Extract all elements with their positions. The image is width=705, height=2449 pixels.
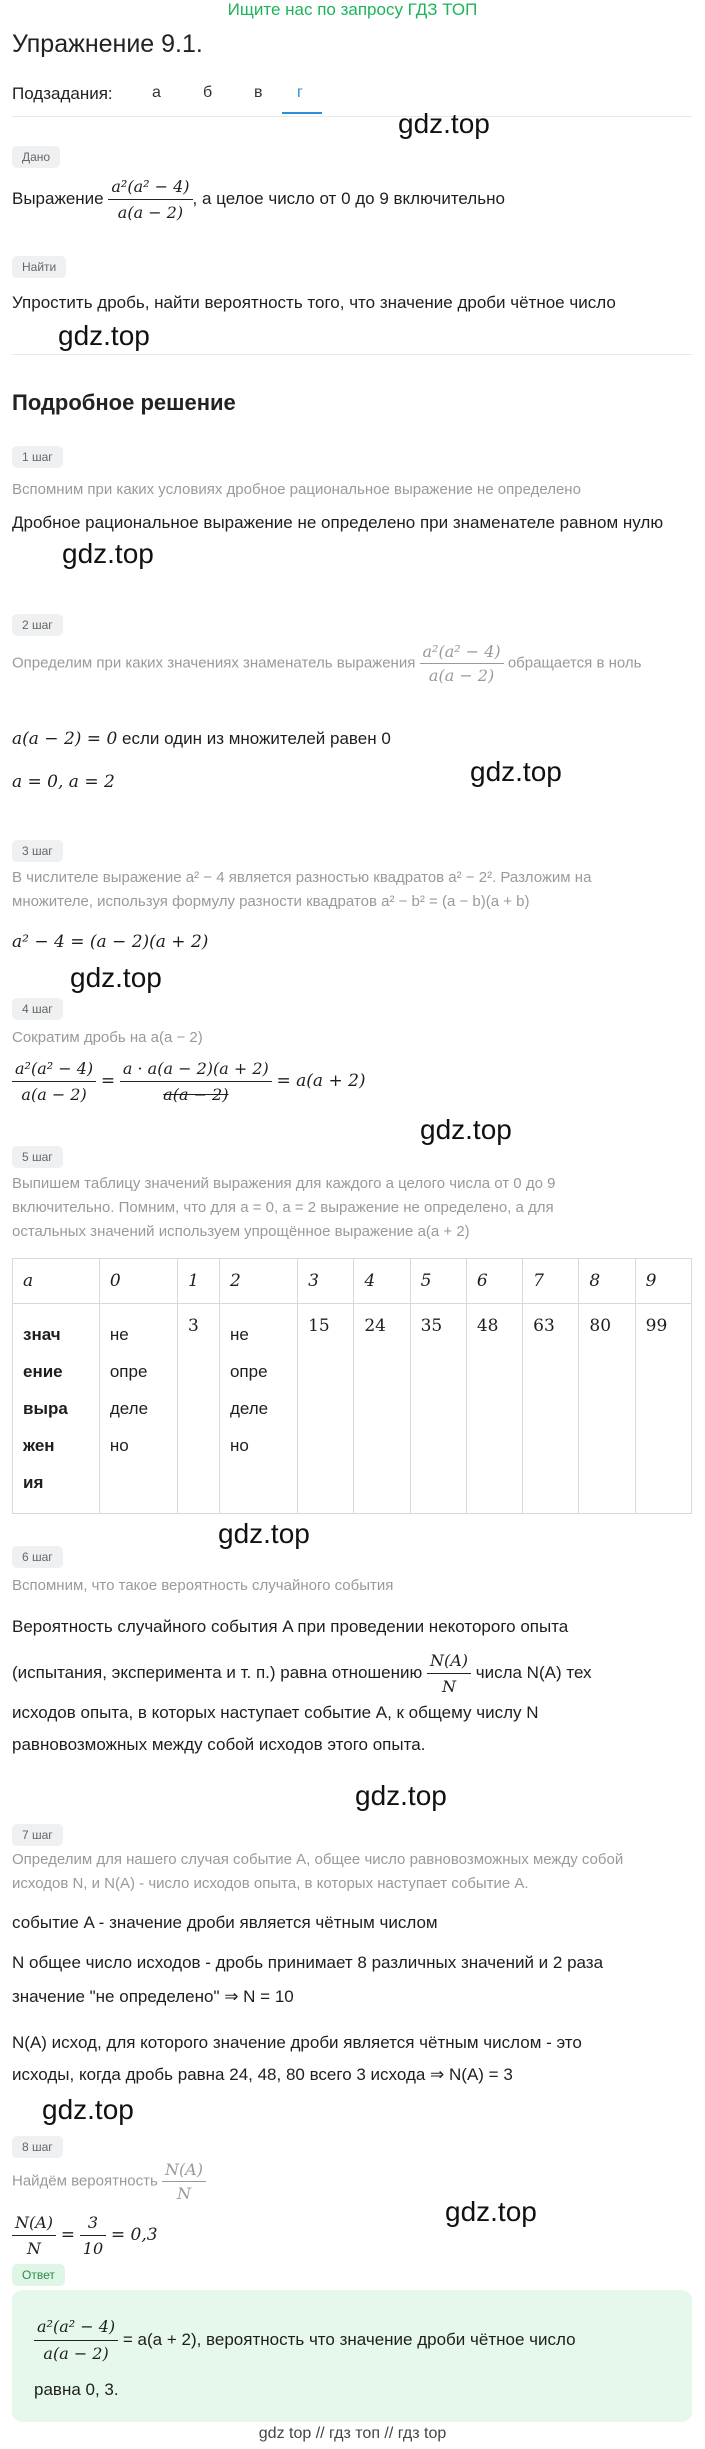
step-4-hint: Сократим дробь на a(a − 2): [12, 1029, 203, 1046]
step-8-chip: 8 шаг: [12, 2136, 63, 2158]
fraction-denominator: N: [441, 1677, 456, 1696]
fraction-denominator: a(a − 2): [117, 203, 184, 222]
table-cell: 63: [523, 1304, 579, 1514]
step-2-hint-b: обращается в ноль: [507, 654, 642, 672]
given-suffix: , a целое число от 0 до 9 включительно: [192, 188, 505, 208]
step-5-chip: 5 шаг: [12, 1146, 63, 1168]
table-cell: [99, 1304, 177, 1514]
divider: [12, 354, 692, 355]
step-2-line-2: a = 0, a = 2: [12, 772, 115, 792]
subtasks-label: Подзадания:: [12, 84, 113, 103]
step-4-left-fraction: [12, 1056, 96, 1107]
equals-sign: =: [100, 1070, 116, 1091]
undefined-part: опре: [109, 1362, 148, 1381]
table-cell: 80: [579, 1304, 635, 1514]
step-4-result: = a(a + 2): [276, 1070, 366, 1091]
step-3-line: a² − 4 = (a − 2)(a + 2): [12, 932, 209, 952]
undefined-part: опре: [229, 1362, 268, 1381]
fraction-numerator: 3: [80, 2210, 106, 2236]
answer-line-1: [34, 2314, 674, 2367]
table-header-cell: 9: [635, 1259, 691, 1304]
step-2-line-1: [12, 726, 682, 752]
answer-fraction: [34, 2314, 118, 2367]
step-6-hint: Вспомним, что такое вероятность случайного события: [12, 1577, 394, 1594]
equals-sign: =: [60, 2224, 76, 2245]
step-2-fraction: [420, 640, 504, 687]
table-cell: 48: [466, 1304, 522, 1514]
step-7-chip: 7 шаг: [12, 1824, 63, 1846]
table-cell: 99: [635, 1304, 691, 1514]
fraction-denominator: N: [176, 2184, 191, 2203]
fraction-numerator: a²(a² − 4): [34, 2314, 118, 2341]
step-7-line-1: событие A - значение дроби является чётным числом: [12, 1913, 438, 1932]
step-8-hint-fraction: [162, 2158, 206, 2205]
watermark: gdz.top: [218, 1518, 310, 1549]
answer-line-2: равна 0, 3.: [34, 2380, 119, 2399]
table-header-cell: 2: [219, 1259, 297, 1304]
table-header-label: a: [13, 1259, 100, 1304]
step-8-hint-text: Найдём вероятность: [12, 2172, 158, 2190]
step-2-chip: 2 шаг: [12, 614, 63, 636]
fraction-denominator: N: [27, 2239, 42, 2258]
undefined-part: не: [109, 1325, 129, 1344]
step-6-text-b: [12, 1648, 682, 1699]
table-header-cell: 7: [523, 1259, 579, 1304]
step-8-result: = 0,3: [110, 2224, 158, 2245]
watermark: gdz.top: [470, 756, 562, 787]
table-cell: 35: [410, 1304, 466, 1514]
step-7-line-2a: N общее число исходов - дробь принимает 8 различных значений и 2 раза: [12, 1953, 604, 1972]
undefined-part: деле: [109, 1399, 149, 1418]
values-table: [12, 1258, 692, 1514]
watermark: gdz.top: [70, 962, 162, 993]
table-header-cell: 8: [579, 1259, 635, 1304]
step-4-equation: [12, 1056, 682, 1107]
row-label-part: ия: [23, 1473, 44, 1492]
step-4-right-fraction: [120, 1056, 272, 1107]
step-7-hint-a: Определим для нашего случая событие A, общее число равновозможных между собой: [12, 1851, 624, 1868]
fraction-numerator: a²(a² − 4): [108, 174, 192, 200]
answer-chip: Ответ: [12, 2264, 65, 2286]
step-3-chip: 3 шаг: [12, 840, 63, 862]
answer-text-a: = a(a + 2), вероятность что значение дроби чётное число: [122, 2329, 576, 2349]
given-prefix: Выражение: [12, 188, 104, 208]
tab-b[interactable]: б: [203, 84, 213, 101]
table-cell: 24: [354, 1304, 410, 1514]
table-header-cell: 4: [354, 1259, 410, 1304]
tab-a[interactable]: а: [152, 84, 161, 101]
table-header-cell: 6: [466, 1259, 522, 1304]
table-cell: 3: [177, 1304, 219, 1514]
fraction-denominator: a(a − 2): [428, 666, 495, 685]
table-row-label: [13, 1304, 100, 1514]
undefined-part: но: [109, 1436, 129, 1455]
table-row: [13, 1259, 692, 1304]
fraction-numerator: N(A): [12, 2210, 56, 2236]
fraction-denominator: a(a − 2): [21, 1085, 87, 1104]
fraction-denominator: a(a − 2): [163, 1085, 229, 1104]
undefined-part: но: [229, 1436, 249, 1455]
table-header-cell: 0: [99, 1259, 177, 1304]
step-6-text-c: исходов опыта, в которых наступает событие A, к общему числу N: [12, 1703, 539, 1722]
undefined-part: не: [229, 1325, 249, 1344]
step-6-text-b2: числа N(A) тех: [475, 1662, 592, 1682]
active-tab-indicator: [282, 112, 322, 114]
table-cell: [219, 1304, 297, 1514]
fraction-numerator: N(A): [162, 2158, 206, 2182]
step-8-equation: [12, 2210, 682, 2261]
given-fraction: [108, 174, 192, 225]
step-6-chip: 6 шаг: [12, 1546, 63, 1568]
tab-v[interactable]: в: [254, 84, 263, 101]
solution-heading: Подробное решение: [12, 390, 236, 415]
step-7-line-3a: N(A) исход, для которого значение дроби является чётным числом - это: [12, 2033, 582, 2052]
fraction-numerator: a²(a² − 4): [420, 640, 504, 664]
row-label-part: выра: [23, 1399, 68, 1418]
watermark: gdz.top: [398, 108, 490, 139]
find-text: Упростить дробь, найти вероятность того, что значение дроби чётное число: [12, 293, 616, 312]
value-fraction: [80, 2210, 106, 2261]
step-8-hint: [12, 2158, 682, 2205]
undefined-part: деле: [229, 1399, 269, 1418]
watermark: gdz.top: [420, 1114, 512, 1145]
fraction-denominator: a(a − 2): [43, 2344, 109, 2363]
step-1-chip: 1 шаг: [12, 446, 63, 468]
step-2-hint-a: Определим при каких значениях знаменатель выражения: [12, 654, 416, 672]
step-3-hint-b: множителе, используя формулу разности квадратов a² − b² = (a − b)(a + b): [12, 893, 530, 910]
step-6-fraction: [427, 1648, 471, 1699]
step-1-text: Дробное рациональное выражение не определено при знаменателе равном нулю: [12, 513, 664, 532]
step-2-hint: [12, 640, 682, 687]
fraction-denominator: 10: [82, 2239, 104, 2258]
answer-box: [12, 2290, 692, 2422]
step-2-condition: если один из множителей равен 0: [117, 729, 391, 748]
step-5-hint-a: Выпишем таблицу значений выражения для каждого a целого числа от 0 до 9: [12, 1175, 556, 1192]
divider: [12, 116, 692, 117]
tab-g-active[interactable]: г: [297, 84, 303, 101]
step-6-text-b1: (испытания, эксперимента и т. п.) равна отношению: [12, 1662, 423, 1682]
watermark: gdz.top: [445, 2196, 537, 2227]
watermark: gdz.top: [42, 2094, 134, 2125]
find-chip: Найти: [12, 256, 66, 278]
step-7-hint-b: исходов N, и N(A) - число исходов опыта, в которых наступает событие A.: [12, 1875, 529, 1892]
step-5-hint-c: остальных значений используем упрощённое выражение a(a + 2): [12, 1223, 470, 1240]
page-title: Упражнение 9.1.: [12, 30, 203, 58]
watermark: gdz.top: [355, 1780, 447, 1811]
watermark: gdz.top: [62, 538, 154, 569]
fraction-numerator: a · a(a − 2)(a + 2): [120, 1056, 272, 1082]
step-5-hint-b: включительно. Помним, что для a = 0, a = 2 выражение не определено, а для: [12, 1199, 554, 1216]
step-2-equation: a(a − 2) = 0: [12, 729, 118, 749]
table-header-cell: 5: [410, 1259, 466, 1304]
probability-fraction: [12, 2210, 56, 2261]
given-chip: Дано: [12, 146, 60, 168]
step-6-text-a: Вероятность случайного события A при проведении некоторого опыта: [12, 1617, 569, 1636]
fraction-numerator: a²(a² − 4): [12, 1056, 96, 1082]
step-6-text-d: равновозможных между собой исходов этого опыта.: [12, 1735, 426, 1754]
table-cell: 15: [298, 1304, 354, 1514]
step-7-line-3b: исходы, когда дробь равна 24, 48, 80 всего 3 исхода ⇒ N(A) = 3: [12, 2065, 513, 2084]
step-1-hint: Вспомним при каких условиях дробное рациональное выражение не определено: [12, 481, 581, 498]
watermark: gdz.top: [58, 320, 150, 351]
step-3-hint-a: В числителе выражение a² − 4 является разностью квадратов a² − 2². Разложим на: [12, 869, 592, 886]
table-header-cell: 1: [177, 1259, 219, 1304]
table-header-cell: 3: [298, 1259, 354, 1304]
fraction-numerator: N(A): [427, 1648, 471, 1674]
row-label-part: жен: [23, 1436, 55, 1455]
row-label-part: ение: [23, 1362, 63, 1381]
given-text: [12, 174, 682, 225]
step-4-chip: 4 шаг: [12, 998, 63, 1020]
row-label-part: знач: [23, 1325, 61, 1344]
step-7-line-2b: значение "не определено" ⇒ N = 10: [12, 1987, 294, 2006]
footer-links[interactable]: gdz top // гдз топ // гдз top: [258, 2425, 447, 2442]
table-row: [13, 1304, 692, 1514]
search-banner[interactable]: Ищите нас по запросу ГДЗ ТОП: [227, 0, 478, 19]
